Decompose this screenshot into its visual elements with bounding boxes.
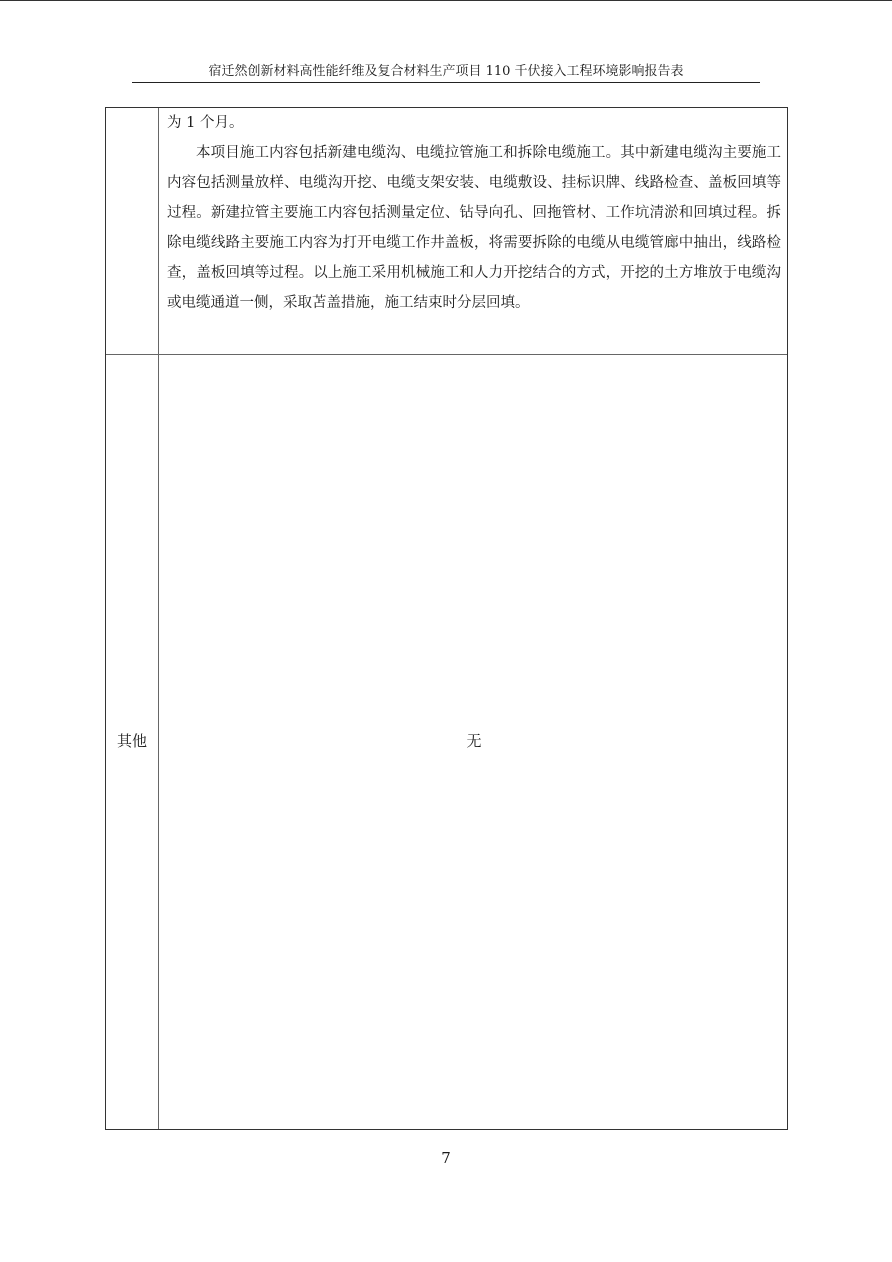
other-row-value: 无 xyxy=(466,732,482,750)
page-top-border xyxy=(0,0,892,1)
report-header-title: 宿迁然创新材料高性能纤维及复合材料生产项目 110 千伏接入工程环境影响报告表 xyxy=(208,64,684,79)
report-table xyxy=(105,107,788,1130)
construction-paragraph-continued: 为 1 个月。 xyxy=(167,115,244,131)
table-row-divider xyxy=(106,354,787,355)
page-number: 7 xyxy=(441,1149,451,1167)
other-row-label: 其他 xyxy=(116,732,147,750)
construction-content-cell xyxy=(167,108,781,318)
table-column-divider xyxy=(158,108,159,1129)
construction-paragraph-main: 本项目施工内容包括新建电缆沟、电缆拉管施工和拆除电缆施工。其中新建电缆沟主要施工内容包括测量放样、电缆沟开挖、电缆支架安装、电缆敷设、挂标识牌、线路检查、盖板回填等过程。新建拉管主要施工内容包括测量定位、钻导向孔、回拖管材、工作坑清淤和回填过程。拆除电缆线路主要施工内容为打开电缆工作井盖板，将需要拆除的电缆从电缆管廊中抽出，线路检查，盖板回填等过程。以上施工采用机械施工和人力开挖结合的方式，开挖的土方堆放于电缆沟或电缆通道一侧，采取苫盖措施，施工结束时分层回填。 xyxy=(167,145,781,311)
header-rule xyxy=(132,82,760,83)
